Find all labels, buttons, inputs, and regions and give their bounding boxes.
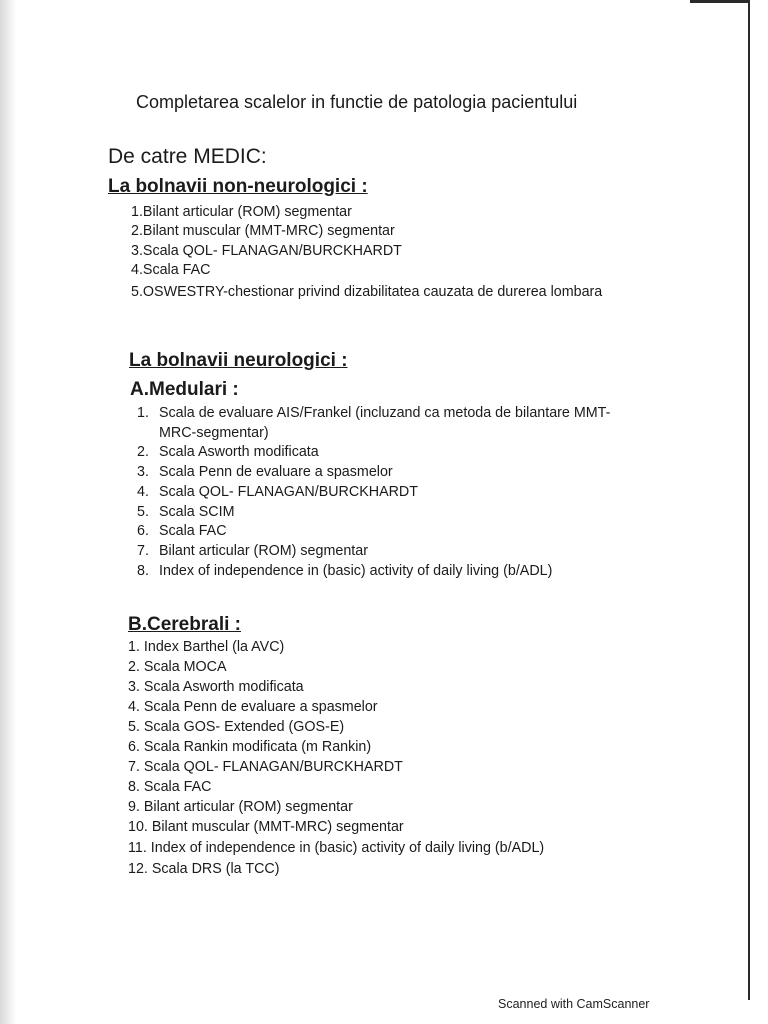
medulari-heading xyxy=(130,379,239,401)
cerebrali-item: 9. Bilant articular (ROM) segmentar xyxy=(128,799,353,815)
item-number: 4. xyxy=(137,484,149,500)
medulari-item xyxy=(137,504,234,520)
item-text: Scala de evaluare AIS/Frankel (incluzand ca metoda de bilantare MMT- xyxy=(159,405,611,421)
neuro-heading: La bolnavii neurologici : xyxy=(129,350,348,371)
medulari-heading-text: A.Medulari : xyxy=(130,379,239,400)
page-top-edge xyxy=(690,0,750,3)
cerebrali-item: 5. Scala GOS- Extended (GOS-E) xyxy=(128,719,345,735)
medic-heading: De catre MEDIC: xyxy=(108,145,267,168)
cerebrali-item: 4. Scala Penn de evaluare a spasmelor xyxy=(128,699,378,715)
item-text: MRC-segmentar) xyxy=(159,425,269,441)
scan-left-shadow xyxy=(0,0,16,1024)
medulari-item xyxy=(137,444,319,460)
medulari-item xyxy=(137,425,269,441)
item-text: Scala FAC xyxy=(159,523,227,539)
item-number: 1. xyxy=(137,405,149,421)
item-number: 2. xyxy=(137,444,149,460)
non-neuro-item: 3.Scala QOL- FLANAGAN/BURCKHARDT xyxy=(131,243,402,259)
cerebrali-item: 7. Scala QOL- FLANAGAN/BURCKHARDT xyxy=(128,759,403,775)
item-number: 5. xyxy=(137,504,149,520)
cerebrali-item: 2. Scala MOCA xyxy=(128,659,227,675)
item-text: Scala Penn de evaluare a spasmelor xyxy=(159,464,393,480)
cerebrali-item: 1. Index Barthel (la AVC) xyxy=(128,639,285,655)
page-right-edge xyxy=(748,0,750,1000)
cerebrali-item: 11. Index of independence in (basic) activity of daily living (b/ADL) xyxy=(128,840,545,856)
medulari-item xyxy=(137,563,552,579)
item-number: 7. xyxy=(137,543,149,559)
item-text: Bilant articular (ROM) segmentar xyxy=(159,543,368,559)
non-neuro-item: 5.OSWESTRY-chestionar privind dizabilitatea cauzata de durerea lombara xyxy=(131,284,603,300)
medulari-item xyxy=(137,405,610,421)
camscanner-watermark: Scanned with CamScanner xyxy=(498,997,650,1011)
item-text: Index of independence in (basic) activity of daily living (b/ADL) xyxy=(159,563,553,579)
item-number: 6. xyxy=(137,523,149,539)
medulari-item xyxy=(137,464,393,480)
non-neuro-item: 1.Bilant articular (ROM) segmentar xyxy=(131,204,352,220)
medulari-item xyxy=(137,523,227,539)
cerebrali-heading: B.Cerebrali : xyxy=(128,614,241,635)
document-title: Completarea scalelor in functie de patologia pacientului xyxy=(136,92,578,112)
non-neuro-item: 2.Bilant muscular (MMT-MRC) segmentar xyxy=(131,223,395,239)
item-number: 3. xyxy=(137,464,149,480)
non-neuro-item: 4.Scala FAC xyxy=(131,262,211,278)
medulari-item xyxy=(137,543,368,559)
item-text: Scala SCIM xyxy=(159,504,235,520)
non-neuro-heading: La bolnavii non-neurologici : xyxy=(108,176,368,197)
item-text: Scala Asworth modificata xyxy=(159,444,319,460)
cerebrali-item: 8. Scala FAC xyxy=(128,779,212,795)
item-text: Scala QOL- FLANAGAN/BURCKHARDT xyxy=(159,484,418,500)
cerebrali-item: 12. Scala DRS (la TCC) xyxy=(128,861,280,877)
medulari-item xyxy=(137,484,418,500)
cerebrali-item: 6. Scala Rankin modificata (m Rankin) xyxy=(128,739,372,755)
cerebrali-item: 10. Bilant muscular (MMT-MRC) segmentar xyxy=(128,819,404,835)
cerebrali-item: 3. Scala Asworth modificata xyxy=(128,679,304,695)
item-number: 8. xyxy=(137,563,149,579)
